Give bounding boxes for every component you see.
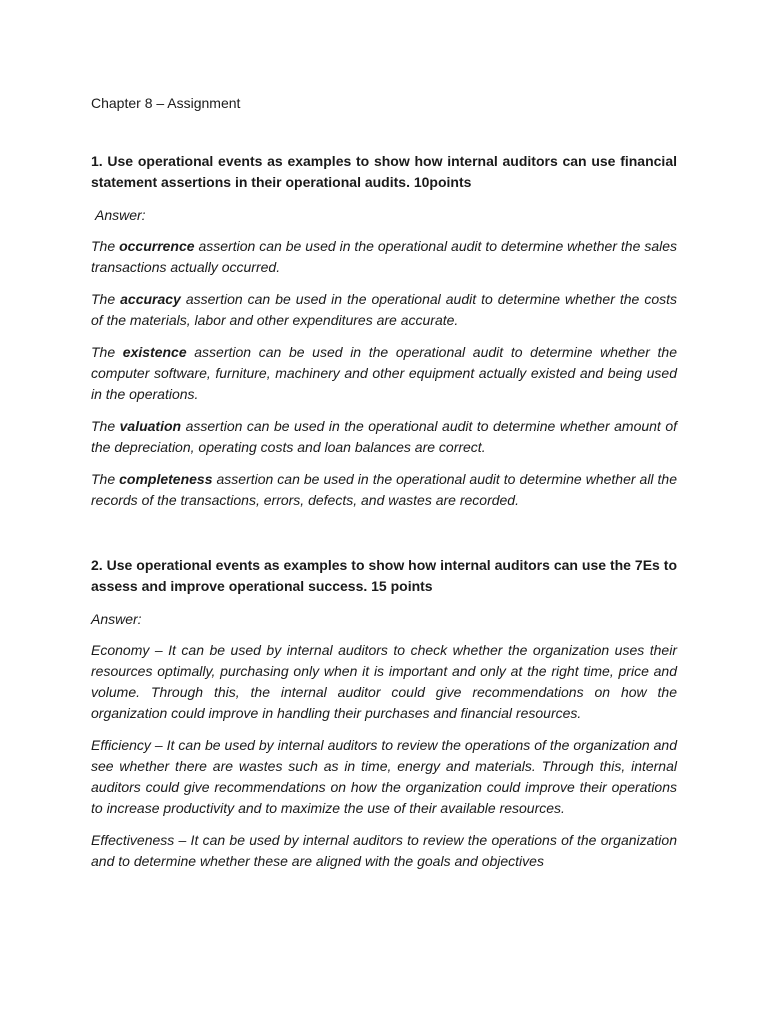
assertion-term: completeness	[119, 471, 213, 487]
assertion-term: existence	[122, 344, 187, 360]
chapter-title: Chapter 8 – Assignment	[91, 95, 241, 111]
paragraph-lead: The	[91, 471, 120, 487]
economy-paragraph: Economy – It can be used by internal auditors to check whether the organization uses their resources optimally, purchasing only when it is important and only at the right time, price and volume. Through this, the internal auditor could give recommendations on how the organization could improve in handling their purchases and financial resources.	[91, 642, 677, 721]
paragraph-text: assertion can be used in the operational audit to determine whether the computer software, furniture, machinery and other equipment actually existed and being used in the operations.	[91, 344, 677, 402]
assertion-term: occurrence	[119, 238, 195, 254]
paragraph-lead: The	[91, 344, 123, 360]
assertion-term: valuation	[119, 418, 182, 434]
paragraph-lead: The	[91, 418, 120, 434]
assertion-occurrence-paragraph	[91, 236, 677, 278]
paragraph-lead: The	[91, 238, 120, 254]
assertion-term: accuracy	[120, 291, 181, 307]
efficiency-paragraph: Efficiency – It can be used by internal auditors to review the operations of the organization and see whether there are wastes such as in time, energy and materials. Through this, internal auditors could give recommendations on how the organization could improve their operations to increase productivity and to maximize the use of their available resources.	[91, 737, 677, 816]
assertion-valuation-paragraph	[91, 416, 677, 458]
document-page	[91, 93, 677, 883]
question-1-prompt: 1. Use operational events as examples to show how internal auditors can use financial statement assertions in their operational audits. 10points	[91, 153, 677, 190]
paragraph-text: assertion can be used in the operational audit to determine whether all the records of the transactions, errors, defects, and wastes are recorded.	[91, 471, 677, 508]
paragraph-text: assertion can be used in the operational audit to determine whether the costs of the materials, labor and other expenditures are accurate.	[91, 291, 677, 328]
assertion-existence-paragraph	[91, 342, 677, 405]
assertion-accuracy-paragraph	[91, 289, 677, 331]
section-spacer	[91, 522, 677, 555]
question-1-answer-label: Answer:	[95, 207, 146, 223]
assertion-completeness-paragraph	[91, 469, 677, 511]
effectiveness-paragraph: Effectiveness – It can be used by internal auditors to review the operations of the organization and to determine whether these are aligned with the goals and objectives	[91, 832, 677, 869]
paragraph-text: assertion can be used in the operational audit to determine whether amount of the depreciation, operating costs and loan balances are correct.	[91, 418, 677, 455]
question-2-prompt: 2. Use operational events as examples to show how internal auditors can use the 7Es to assess and improve operational success. 15 points	[91, 557, 677, 594]
paragraph-text: assertion can be used in the operational audit to determine whether the sales transactions actually occurred.	[91, 238, 678, 275]
question-2-answer-label: Answer:	[91, 611, 142, 627]
paragraph-lead: The	[91, 291, 121, 307]
